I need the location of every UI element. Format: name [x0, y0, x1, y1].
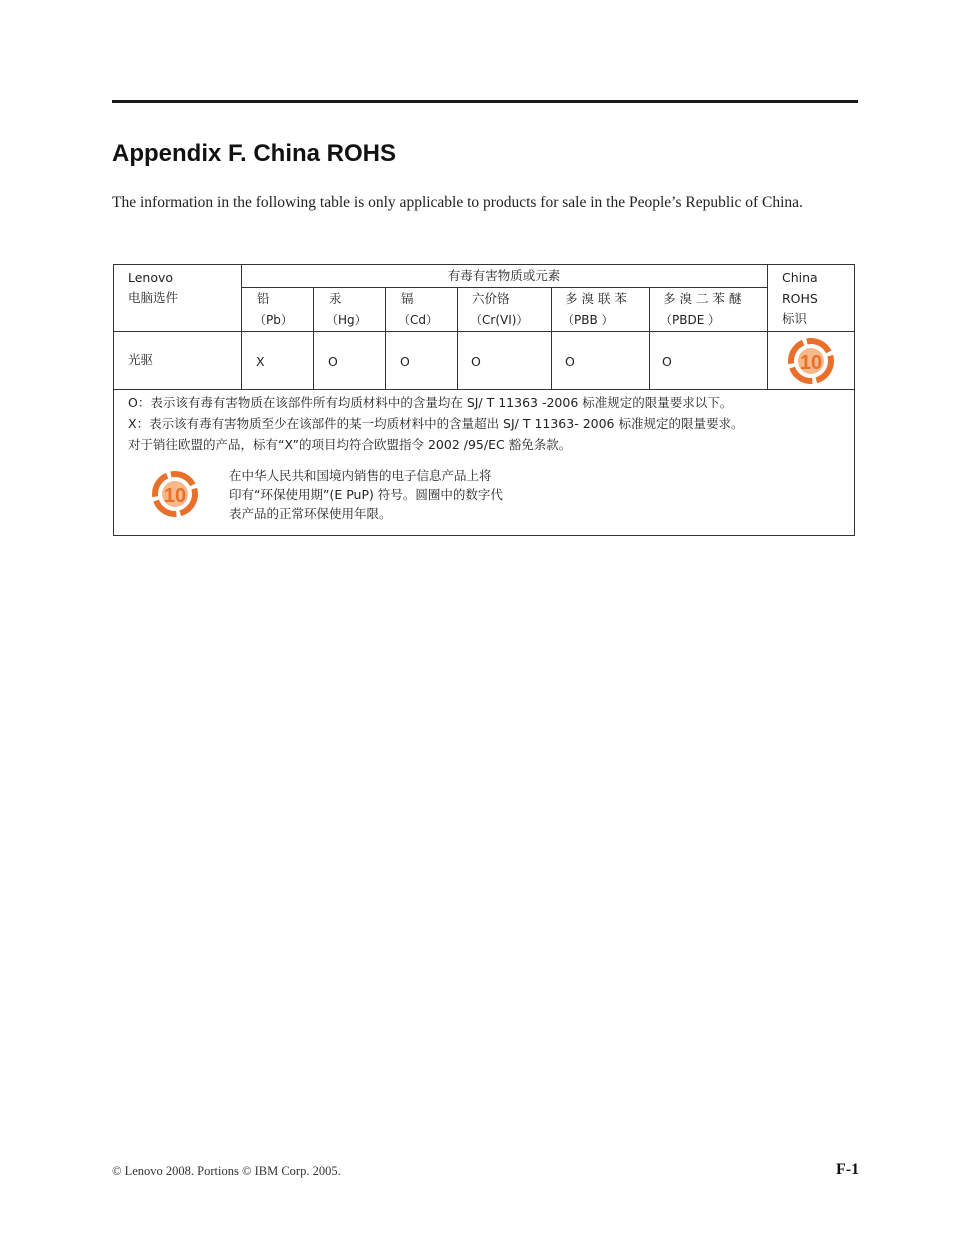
rohs-header-line3: 标识 — [782, 311, 808, 326]
grid-line — [313, 287, 314, 390]
substance-mercury-name: 汞 — [329, 291, 342, 306]
substance-chromium-symbol: （Cr(VI)） — [470, 313, 529, 327]
value-lead: X — [256, 354, 265, 369]
substance-cadmium-symbol: （Cd） — [398, 313, 438, 327]
corner-brand: Lenovo — [128, 270, 174, 285]
grid-line — [551, 287, 552, 390]
note-eu: 对于销往欧盟的产品，标有“X”的项目均符合欧盟指令 2002 /95/EC 豁免条款。 — [128, 437, 572, 452]
grid-line — [241, 287, 767, 288]
corner-category: 电脑选件 — [128, 290, 179, 305]
value-pbde: O — [662, 354, 672, 369]
row-label-optical-drive: 光驱 — [128, 352, 154, 367]
rohs-table — [113, 264, 855, 536]
notes-block — [128, 392, 744, 455]
epup-explanation-line: 表产品的正常环保使用年限。 — [229, 506, 392, 521]
grid-line — [385, 287, 386, 390]
epup-logo-icon — [783, 335, 839, 387]
grid-line — [649, 287, 650, 390]
substance-pbb-name: 多 溴 联 苯 — [565, 291, 627, 306]
grid-line — [114, 389, 854, 390]
note-o: O：表示该有毒有害物质在该部件所有均质材料中的含量均在 SJ/ T 11363 -2006 标准规定的限量要求以下。 — [128, 395, 733, 410]
value-chromium: O — [471, 354, 481, 369]
substance-cadmium-name: 镉 — [401, 291, 414, 306]
value-pbb: O — [565, 354, 575, 369]
epup-explanation-line: 印有“环保使用期”(E PuP) 符号。圆圈中的数字代 — [229, 487, 503, 502]
substance-lead-symbol: （Pb） — [254, 313, 293, 327]
epup-explanation-line: 在中华人民共和国境内销售的电子信息产品上将 — [229, 468, 492, 483]
copyright-footer: © Lenovo 2008. Portions © IBM Corp. 2005. — [112, 1164, 341, 1178]
substance-lead-name: 铅 — [257, 291, 270, 306]
note-x: X：表示该有毒有害物质至少在该部件的某一均质材料中的含量超出 SJ/ T 11363- 2006 标准规定的限量要求。 — [128, 416, 744, 431]
grid-line — [767, 265, 768, 390]
rohs-header-line1: China — [782, 270, 818, 285]
top-rule — [112, 100, 858, 103]
page-title: Appendix F. China ROHS — [112, 140, 397, 167]
value-cadmium: O — [400, 354, 410, 369]
substance-pbb-symbol: （PBB ） — [562, 313, 614, 327]
grid-line — [114, 331, 854, 332]
epup-explanation — [229, 466, 503, 523]
value-mercury: O — [328, 354, 338, 369]
epup-logo-icon — [147, 468, 203, 520]
epup-logo-number: 10 — [799, 352, 823, 374]
substance-pbde-name: 多 溴 二 苯 醚 — [663, 291, 742, 306]
page-number: F-1 — [836, 1161, 860, 1178]
substance-mercury-symbol: （Hg） — [326, 313, 367, 327]
rohs-header-line2: ROHS — [782, 291, 818, 306]
substance-pbde-symbol: （PBDE ） — [660, 313, 721, 327]
hazardous-substances-header: 有毒有害物质或元素 — [447, 268, 561, 283]
epup-logo-number: 10 — [163, 485, 187, 507]
grid-line — [241, 331, 242, 390]
intro-paragraph: The information in the following table is only applicable to products for sale in the People’s Republic of China. — [112, 194, 803, 211]
substance-chromium-name: 六价铬 — [472, 291, 510, 306]
grid-line — [457, 287, 458, 390]
